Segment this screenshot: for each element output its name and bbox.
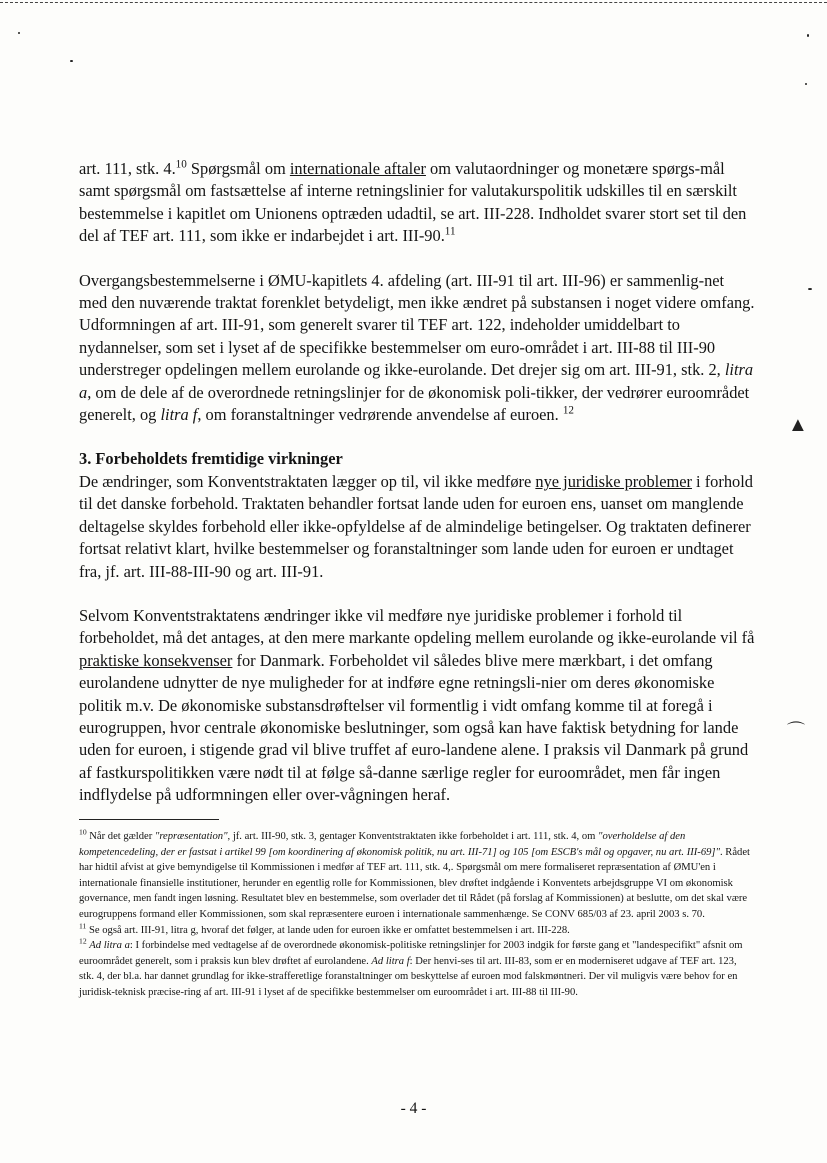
- text-run: : I forbindelse med vedtagelse af de overordnede økonomisk-politiske retningslinjer for 2003 indgik for første gang et "landespecifikt" afsnit om euroområdet generelt, som i praksis kun blev drøftet af eurolandene.: [79, 940, 743, 967]
- paragraph-4: [79, 605, 755, 807]
- footnote-ref: 10: [175, 158, 187, 171]
- margin-scan-mark: ⌒: [787, 721, 805, 741]
- document-body: [79, 158, 755, 807]
- text-run: Selvom Konventstraktatens ændringer ikke vil medføre nye juridiske problemer i forhold til forbeholdet, må det antages, at den mere markante opdeling mellem eurolande og ikke-eurolande vil få: [79, 605, 755, 648]
- footnotes: [79, 829, 751, 1001]
- text-run: Overgangsbestemmelserne i ØMU-kapitlets 4. afdeling (art. III-91 til art. III-96) er sammenlig-net med den nuværende traktat forenklet betydeligt, men ikke ændret på substansen i noget videre omfang. Udformningen af art. III-91, som generelt svarer til TEF art. 122, indeholder umiddelbart to nydannelser, som set i lyset af de specifikke bestemmelser om euro-området i art. III-88 til III-90 understreger opdelingen mellem eurolande og ikke-eurolande. Det drejer sig om art. III-91, stk. 2,: [79, 270, 755, 380]
- scan-speck: [18, 32, 20, 34]
- scan-speck: [807, 34, 809, 37]
- footnote-10: [79, 829, 751, 923]
- italic-term: Ad litra a: [89, 940, 130, 952]
- footnote-12: [79, 938, 751, 1000]
- text-run: for Danmark. Forbeholdet vil således blive mere mærkbart, i det omfang eurolandene udnytter de nye muligheder for at indføre egne retningsli-nier om deres økonomiske politik m.v. De økonomiske substansdrøftelser vil formentlig i vidt omfang komme til at foregå i eurogruppen, hvor centrale økonomiske beslutninger, som også kan have faktisk betydning for lande uden for euroen, i stigende grad vil blive truffet af euro-landene alene. I praksis vil Danmark på grund af fastkurspolitikken være nødt til at følge så-danne særlige regler for euroområdet, men får ingen indflydelse på udformningen eller over-vågningen heraf.: [79, 650, 749, 805]
- footnote-number: 10: [79, 827, 87, 837]
- underlined-term-praktiske-konsekvenser: praktiske konsekvenser: [79, 650, 233, 670]
- text-run: , om foranstaltninger vedrørende anvendelse af euroen.: [197, 405, 563, 425]
- paragraph-1: [79, 158, 755, 248]
- text-run: : Der henvi-ses til art. III-83, som er en moderniseret udgave af TEF art. 123, stk. 4, der bl.a. har dannet grundlag for ikke-strafferetlige foranstaltninger om beskyttelse af euroen mod falskmøntneri. Der vil muligvis være behov for en juridisk-teknisk præcise-ring af art. III-91 i lyset af de specifikke bestemmelser om euroområdet i art. III-88 til III-90.: [79, 955, 738, 998]
- section-heading: 3. Forbeholdets fremtidige virkninger: [79, 449, 343, 469]
- paragraph-2: [79, 270, 755, 427]
- footnote-separator: [79, 819, 219, 820]
- text-run: om valutaordninger og monetære spørgs-mål samt spørgsmål om fastsættelse af interne retningslinier for valutakurspolitik udskilles til en særskilt bestemmelse i kapitlet om Unionens optræden udadtil, se art. III-228. Indholdet svarer stort set til den del af TEF art. 111, som ikke er indarbejdet i art. III-90.: [79, 159, 747, 246]
- scan-top-edge: [0, 2, 827, 3]
- text-run: Når det gælder: [86, 831, 155, 842]
- page-number: - 4 -: [400, 1100, 427, 1117]
- text-run: i forhold til det danske forbehold. Traktaten behandler fortsat lande uden for euroen ens, uanset om manglende deltagelse skyldes forbehold eller ikke-opfyldelse af de almindelige betingelser. Og traktaten definerer fortsat relativt klart, hvilke bestemmelser og foranstaltninger som lande uden for euroen er undtaget fra, jf. art. III-88-III-90 og art. III-91.: [79, 471, 753, 581]
- text-run: , jf. art. III-90, stk. 3, gentager Konventstraktaten ikke forbeholdet i art. 111, stk. 4, om: [227, 831, 599, 842]
- italic-term: litra f: [160, 405, 198, 425]
- text-run: art. 111, stk. 4.: [79, 159, 176, 178]
- underlined-term-internationale-aftaler: internationale aftaler: [289, 159, 426, 178]
- scan-speck: [805, 83, 807, 85]
- paragraph-3: [79, 471, 755, 583]
- footnote-number: 12: [79, 936, 87, 946]
- italic-term: "overholdelse af den kompetencedeling, der er fastsat i artikel 99 [om koordinering af økonomisk politik, nu art. III-71] og 105 [om ESCB's mål og opgaver, nu art. III-69]": [79, 831, 720, 858]
- italic-term: "repræsentation": [154, 831, 228, 842]
- italic-term: Ad litra f: [371, 955, 410, 967]
- margin-scan-mark: ▲: [788, 414, 808, 436]
- underlined-term-nye-juridiske-problemer: nye juridiske problemer: [535, 471, 692, 491]
- text-run: . Rådet har hidtil afvist at give bemyndigelse til Kommissionen i medfør af TEF art. 111, stk. 4,. Spørgsmål om mere formaliseret repræsentation af ØMU'en i internationale finansielle institutioner, herunder en egentlig rolle for Kommissionen, blev drøftet indgående i Konventets arbejdsgruppe VI om økonomisk governance, men fandt ingen løsning. Resultatet blev en bestemmelse, som overlader det til Rådet (på forslag af Kommissionen) at beslutte, om det skal være eurogruppens formand eller Kommissionen, som skal repræsentere euroen i internationale sammenhænge. Se CONV 685/03 af 23. april 2003 s. 70.: [79, 846, 750, 920]
- text-run: Se også art. III-91, litra g, hvoraf det følger, at lande uden for euroen ikke er omfattet bestemmelsen i art. III-228.: [86, 924, 570, 936]
- footnote-11: [79, 923, 751, 939]
- footnote-ref: 12: [562, 404, 574, 417]
- footnote-ref: 11: [444, 225, 456, 238]
- italic-term: litra a: [79, 360, 754, 402]
- scan-speck: [70, 60, 73, 62]
- text-run: , om de dele af de overordnede retningslinjer for de økonomisk poli-tikker, der vedrører euroområdet generelt, og: [79, 382, 750, 425]
- scan-speck: [808, 288, 812, 290]
- text-run: Spørgsmål om: [186, 159, 290, 178]
- text-run: De ændringer, som Konventstraktaten lægger op til, vil ikke medføre: [79, 471, 536, 491]
- footnote-number: 11: [79, 921, 87, 931]
